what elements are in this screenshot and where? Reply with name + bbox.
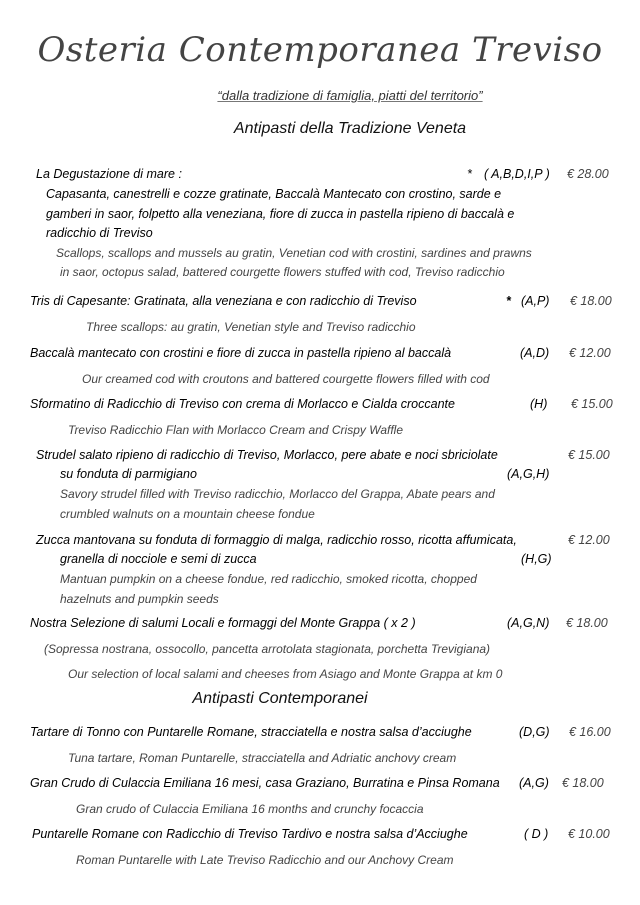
dish-price: € 18.00 <box>566 616 608 630</box>
dish-star: * <box>467 167 472 181</box>
dish-description-en: Mantuan pumpkin on a cheese fondue, red radicchio, smoked ricotta, chopped <box>60 572 477 586</box>
section-title-contemporary: Antipasti Contemporanei <box>192 690 368 707</box>
section-title-traditional: Antipasti della Tradizione Veneta <box>233 120 467 137</box>
dish-name: Gran Crudo di Culaccia Emiliana 16 mesi, casa Graziano, Burratina e Pinsa Romana <box>30 776 500 790</box>
dish-allergens: (A,D) <box>520 346 550 360</box>
dish-price: € 10.00 <box>568 827 610 841</box>
restaurant-tagline: “dalla tradizione di famiglia, piatti del territorio” <box>217 88 483 103</box>
dish-description-en: crumbled walnuts on a mountain cheese fondue <box>60 507 315 521</box>
dish-description-en: Treviso Radicchio Flan with Morlacco Cream and Crispy Waffle <box>68 423 403 437</box>
dish-name: Strudel salato ripieno di radicchio di Treviso, Morlacco, pere abate e noci sbriciolate <box>36 448 498 462</box>
dish-name: Nostra Selezione di salumi Locali e formaggi del Monte Grappa ( x 2 ) <box>30 616 416 630</box>
dish-allergens: (A,G,H) <box>507 467 550 481</box>
dish-allergens: (D,G) <box>519 725 550 739</box>
dish-price: € 12.00 <box>569 346 611 360</box>
dish-name: Baccalà mantecato con crostini e fiore di zucca in pastella ripieno al baccalà <box>30 346 452 360</box>
dish-description-en: Our selection of local salami and cheeses from Asiago and Monte Grappa at km 0 <box>68 667 503 681</box>
dish-name: La Degustazione di mare : <box>36 167 182 181</box>
dish-description-it: Capasanta, canestrelli e cozze gratinate, Baccalà Mantecato con crostino, sarde e <box>46 187 502 201</box>
dish-price: € 12.00 <box>568 533 610 547</box>
dish-price: € 18.00 <box>570 294 612 308</box>
dish-name: Tartare di Tonno con Puntarelle Romane, stracciatella e nostra salsa d’acciughe <box>30 725 472 739</box>
dish-description-en: hazelnuts and pumpkin seeds <box>60 592 219 606</box>
dish-price: € 15.00 <box>568 448 610 462</box>
dish-name: Tris di Capesante: Gratinata, alla veneziana e con radicchio di Treviso <box>30 294 417 308</box>
restaurant-title: Osteria Contemporanea Treviso <box>37 30 603 70</box>
dish-allergens: (H,G) <box>521 552 552 566</box>
dish-allergens: (A,G) <box>519 776 549 790</box>
dish-description-it: (Sopressa nostrana, ossocollo, pancetta arrotolata stagionata, porchetta Trevigiana) <box>44 642 491 656</box>
dish-description-en: Roman Puntarelle with Late Treviso Radicchio and our Anchovy Cream <box>76 853 454 867</box>
dish-description-en: Savory strudel filled with Treviso radicchio, Morlacco del Grappa, Abate pears and <box>60 487 495 501</box>
dish-description-en: Our creamed cod with croutons and battered courgette flowers filled with cod <box>82 372 490 386</box>
dish-allergens: ( A,B,D,I,P ) <box>484 167 550 181</box>
dish-allergens: (A,P) <box>521 294 550 308</box>
dish-name-continued: su fonduta di parmigiano <box>60 467 197 481</box>
dish-description-en: Three scallops: au gratin, Venetian style and Treviso radicchio <box>86 320 416 334</box>
dish-description-en: Tuna tartare, Roman Puntarelle, stracciatella and Adriatic anchovy cream <box>68 751 457 765</box>
dish-price: € 18.00 <box>562 776 604 790</box>
dish-description-en: Gran crudo of Culaccia Emiliana 16 months and crunchy focaccia <box>76 802 424 816</box>
dish-allergens: ( D ) <box>524 827 549 841</box>
dish-description-it: gamberi in saor, folpetto alla veneziana, fiore di zucca in pastella ripieno di baccalà e <box>46 207 515 221</box>
dish-name-continued: granella di nocciole e semi di zucca <box>60 552 257 566</box>
dish-price: € 15.00 <box>571 397 613 411</box>
dish-allergens: (H) <box>530 397 548 411</box>
dish-name: Zucca mantovana su fonduta di formaggio di malga, radicchio rosso, ricotta affumicata, <box>36 533 517 547</box>
dish-description-en: in saor, octopus salad, battered courgette flowers stuffed with cod, Treviso radicchio <box>60 265 505 279</box>
dish-description-it: radicchio di Treviso <box>46 226 153 240</box>
dish-name: Puntarelle Romane con Radicchio di Treviso Tardivo e nostra salsa d’Acciughe <box>32 827 468 841</box>
dish-price: € 28.00 <box>567 167 609 181</box>
dish-name: Sformatino di Radicchio di Treviso con crema di Morlacco e Cialda croccante <box>30 397 455 411</box>
dish-allergens: (A,G,N) <box>507 616 550 630</box>
dish-price: € 16.00 <box>569 725 611 739</box>
dish-star: * <box>506 294 511 308</box>
dish-description-en: Scallops, scallops and mussels au gratin, Venetian cod with crostini, sardines and prawns <box>56 246 532 260</box>
